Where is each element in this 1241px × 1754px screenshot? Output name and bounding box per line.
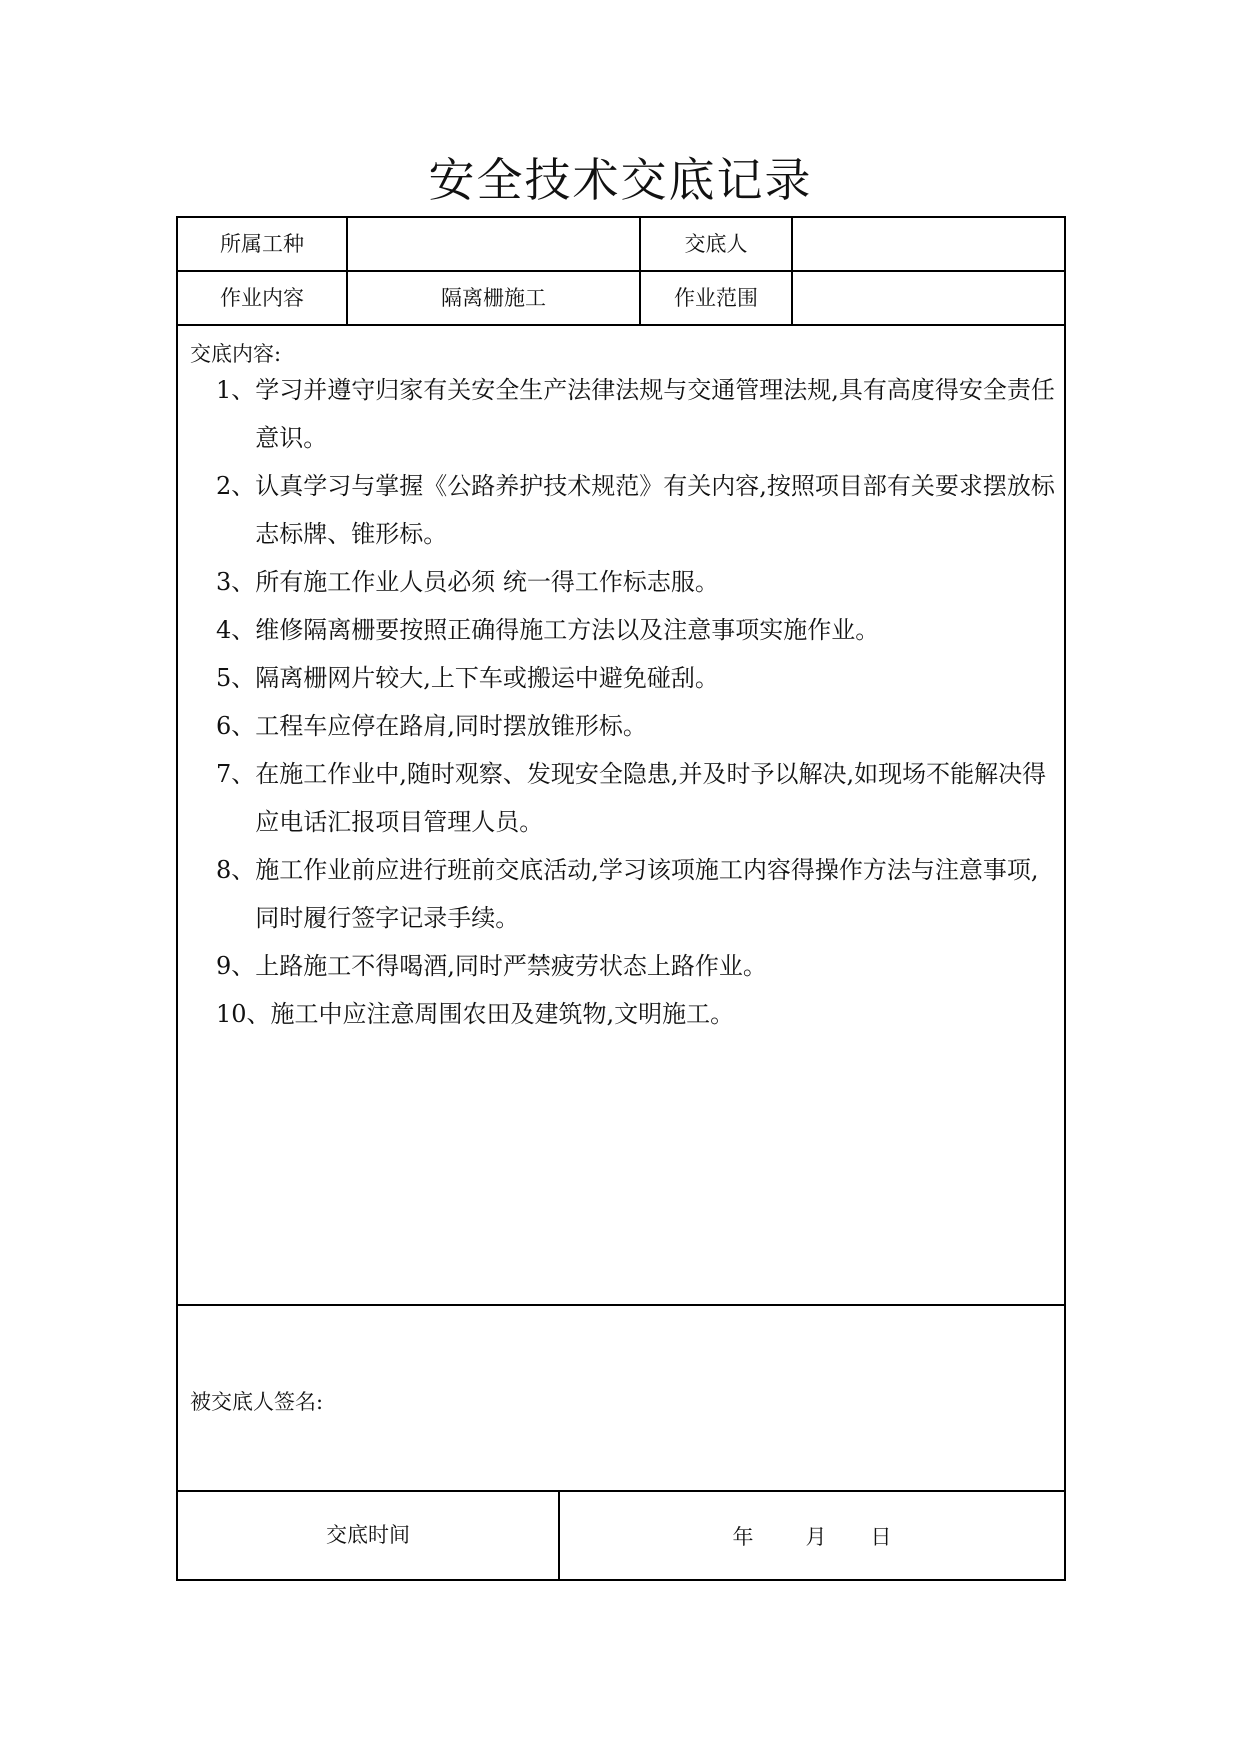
item-text: 所有施工作业人员必须 统一得工作标志服。: [255, 568, 719, 596]
item-text: 学习并遵守归家有关安全生产法律法规与交通管理法规,具有高度得安全责任意识。: [255, 376, 1055, 452]
list-item: [216, 366, 1056, 462]
item-number: 2、: [216, 472, 256, 500]
item-number: 8、: [216, 856, 256, 884]
list-item: [216, 846, 1056, 942]
signature-label: 被交底人签名:: [190, 1390, 324, 1414]
work-content-label: 作业内容: [220, 285, 304, 310]
day-label: 日: [870, 1524, 892, 1549]
disclosure-time-label: 交底时间: [326, 1523, 410, 1547]
item-number: 3、: [216, 568, 256, 596]
list-item: [216, 942, 1056, 990]
month-label: 月: [805, 1524, 827, 1549]
content-label: 交底内容:: [190, 342, 282, 366]
item-number: 4、: [216, 616, 256, 644]
item-text: 施工中应注意周围农田及建筑物,文明施工。: [270, 1000, 735, 1028]
item-text: 维修隔离栅要按照正确得施工方法以及注意事项实施作业。: [255, 616, 880, 644]
list-item: [216, 558, 1056, 606]
trade-label: 所属工种: [220, 231, 304, 256]
year-label: 年: [732, 1524, 754, 1549]
disclosure-form: [176, 216, 1066, 1581]
list-item: [216, 606, 1056, 654]
discloser-label: 交底人: [684, 231, 748, 256]
item-number: 5、: [216, 664, 256, 692]
row-divider: [178, 324, 1064, 326]
discloser-field[interactable]: [793, 218, 1064, 270]
item-number: 7、: [216, 760, 256, 788]
item-text: 施工作业前应进行班前交底活动,学习该项施工内容得操作方法与注意事项,同时履行签字记录手续。: [255, 856, 1039, 932]
item-text: 认真学习与掌握《公路养护技术规范》有关内容,按照项目部有关要求摆放标志标牌、锥形标。: [255, 472, 1055, 548]
work-content-field[interactable]: 隔离栅施工: [441, 285, 546, 310]
work-scope-field[interactable]: [793, 272, 1064, 324]
page-title: 安全技术交底记录: [428, 153, 813, 207]
item-text: 在施工作业中,随时观察、发现安全隐患,并及时予以解决,如现场不能解决得应电话汇报项目管理人员。: [255, 760, 1047, 836]
list-item: [216, 990, 1056, 1038]
item-text: 上路施工不得喝酒,同时严禁疲劳状态上路作业。: [255, 952, 767, 980]
work-scope-label: 作业范围: [674, 285, 758, 310]
trade-field[interactable]: [348, 218, 639, 270]
disclosure-date-field[interactable]: [560, 1492, 1064, 1579]
item-number: 9、: [216, 952, 256, 980]
item-number: 10、: [216, 1000, 271, 1028]
item-number: 6、: [216, 712, 256, 740]
list-item: [216, 654, 1056, 702]
signature-area[interactable]: [338, 1318, 1058, 1478]
list-item: [216, 702, 1056, 750]
disclosure-items: [216, 366, 1056, 1038]
row-divider: [178, 1304, 1064, 1306]
item-number: 1、: [216, 376, 256, 404]
list-item: [216, 462, 1056, 558]
item-text: 隔离栅网片较大,上下车或搬运中避免碰刮。: [255, 664, 719, 692]
list-item: [216, 750, 1056, 846]
item-text: 工程车应停在路肩,同时摆放锥形标。: [255, 712, 647, 740]
